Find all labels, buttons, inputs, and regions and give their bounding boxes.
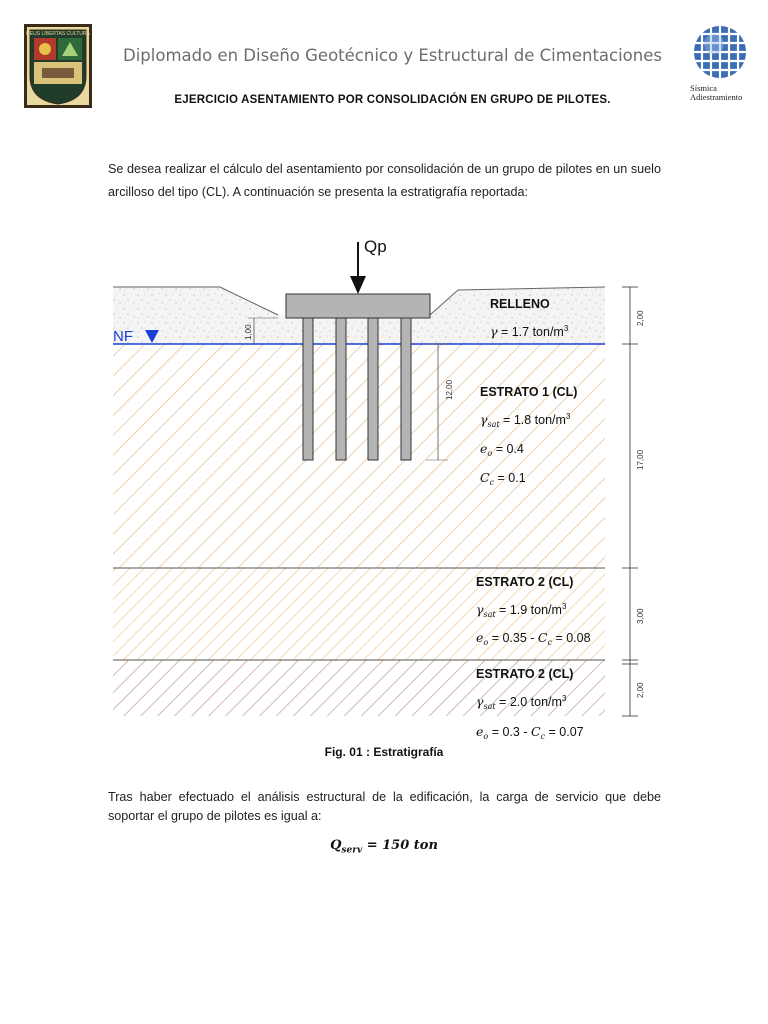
layer-name: ESTRATO 1 (CL) <box>480 385 578 399</box>
stratum-1-area <box>113 344 605 568</box>
layer-prop: $\gamma_{sat} = 1.9$ ton/$m^3$ <box>476 602 567 619</box>
dim-stratum-1: 17,00 <box>636 449 645 470</box>
sismica-logo <box>690 24 754 84</box>
layer-prop: $e_o = 0.3 - C_c = 0.07$ <box>476 724 584 741</box>
pile <box>401 318 411 460</box>
header-title: Diplomado en Diseño Geotécnico y Estructural de Cimentaciones <box>123 46 662 65</box>
load-label: Qp <box>364 237 387 256</box>
water-table-label: NF <box>113 328 133 345</box>
formula-value: = 150 ton <box>362 838 438 853</box>
layer-prop: $e_o = 0.4$ <box>480 441 524 458</box>
logo-text-line-1: Sísmica <box>690 83 717 93</box>
intro-paragraph: Se desea realizar el cálculo del asentamiento por consolidación de un grupo de pilotes en un suelo arcilloso del tipo (CL). A continuación se presenta la estratigrafía reportada: <box>108 162 661 199</box>
pile <box>303 318 313 460</box>
layer-name: RELLENO <box>490 297 550 311</box>
crest-motto: DEUS LIBERTAS CULTURA <box>26 31 90 37</box>
pile <box>336 318 346 460</box>
dim-pile-length: 12,00 <box>445 379 454 400</box>
pile-cap <box>286 294 430 318</box>
layer-prop: $e_o = 0.35 - C_c = 0.08$ <box>476 630 591 647</box>
dim-nf-depth: 1,00 <box>244 324 253 340</box>
logo-text-line-2: Adiestramiento <box>690 92 743 102</box>
formula-symbol: Q <box>330 838 342 853</box>
document-title: EJERCICIO ASENTAMIENTO POR CONSOLIDACIÓN EN GRUPO DE PILOTES. <box>174 94 611 106</box>
university-crest <box>24 24 92 108</box>
dim-stratum-3: 2,00 <box>636 682 645 698</box>
formula-subscript: serv <box>341 845 363 856</box>
stratigraphy-figure <box>108 222 660 747</box>
figure-caption: Fig. 01 : Estratigrafía <box>324 745 444 759</box>
layer-name: ESTRATO 2 (CL) <box>476 667 574 681</box>
service-load-paragraph: Tras haber efectuado el análisis estructural de la edificación, la carga de servicio que debe soportar el grupo de pilotes es igual a: <box>108 790 661 823</box>
logo-text <box>690 84 764 102</box>
layer-prop: γ = 1.7 ton/$m^3$ <box>490 324 569 339</box>
layer-prop: $\gamma_{sat} = 2.0$ ton/$m^3$ <box>476 694 567 711</box>
layer-prop: $\gamma_{sat} = 1.8$ ton/$m^3$ <box>480 412 571 429</box>
pile <box>368 318 378 460</box>
layer-prop: $C_c = 0.1$ <box>480 470 526 487</box>
dim-fill: 2,00 <box>636 310 645 326</box>
load-arrow-head <box>350 276 366 294</box>
dim-stratum-2: 3,00 <box>636 608 645 624</box>
layer-name: ESTRATO 2 (CL) <box>476 575 574 589</box>
service-load-formula <box>108 838 660 856</box>
